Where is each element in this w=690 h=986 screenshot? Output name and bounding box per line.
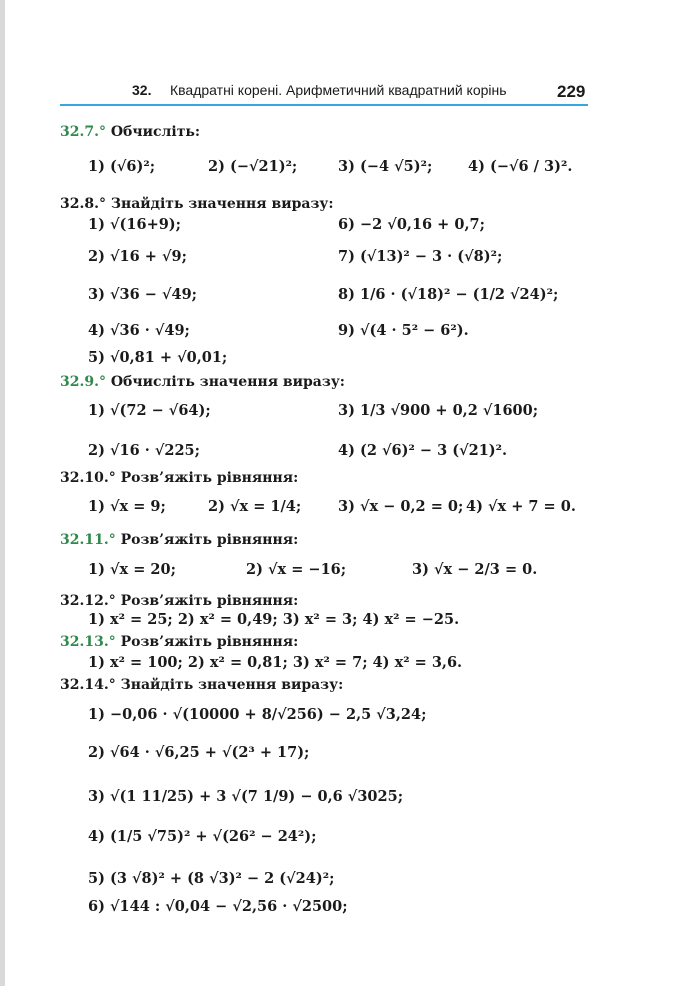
exercise-item: 3) √36 − √49; <box>88 286 198 303</box>
exercise-item: 3) √x − 0,2 = 0; <box>338 498 464 515</box>
exercise-item: 1) √x = 9; <box>88 498 166 515</box>
exercise-number: 32.7.° <box>60 124 106 140</box>
exercise-item: 3) (−4 √5)²; <box>338 158 433 175</box>
exercise-item: 5) √0,81 + √0,01; <box>88 349 228 366</box>
exercise-item: 9) √(4 · 5² − 6²). <box>338 322 469 339</box>
exercise-item: 7) (√13)² − 3 · (√8)²; <box>338 248 503 265</box>
exercise-item: 4) √x + 7 = 0. <box>466 498 576 515</box>
exercise-number: 32.12.° <box>60 593 116 609</box>
exercise-instruction: Знайдіть значення виразу: <box>120 677 344 693</box>
exercise-item: 2) (−√21)²; <box>208 158 298 175</box>
exercise-item: 3) √x − 2/3 = 0. <box>412 561 538 578</box>
exercise-item: 4) (1/5 √75)² + √(26² − 24²); <box>88 828 317 845</box>
exercise-item: 1) −0,06 · √(10000 + 8/√256) − 2,5 √3,24; <box>88 706 427 723</box>
exercise-instruction: Обчисліть значення виразу: <box>110 374 345 390</box>
exercise-item: 1) (√6)²; <box>88 158 156 175</box>
running-header <box>60 80 590 102</box>
exercise-instruction: Розв’яжіть рівняння: <box>120 634 299 650</box>
exercise-32-10-heading <box>60 470 298 486</box>
exercise-number: 32.11.° <box>60 532 116 548</box>
exercise-item: 3) √(1 11/25) + 3 √(7 1/9) − 0,6 √3025; <box>88 788 404 805</box>
exercise-32-13-heading <box>60 634 298 650</box>
exercise-item: 1) √(16+9); <box>88 216 182 233</box>
exercise-instruction: Розв’яжіть рівняння: <box>120 532 299 548</box>
exercise-item: 2) √16 + √9; <box>88 248 187 265</box>
exercise-number: 32.14.° <box>60 677 116 693</box>
exercise-item: 8) 1/6 · (√18)² − (1/2 √24)²; <box>338 286 559 303</box>
exercise-item: 4) √36 · √49; <box>88 322 190 339</box>
exercise-number: 32.10.° <box>60 470 116 486</box>
exercise-32-14-heading <box>60 677 343 693</box>
exercise-item: 2) √x = 1/4; <box>208 498 302 515</box>
exercise-item: 2) √64 · √6,25 + √(2³ + 17); <box>88 744 310 761</box>
exercise-item: 1) √x = 20; <box>88 561 176 578</box>
exercise-item: 6) −2 √0,16 + 0,7; <box>338 216 485 233</box>
exercise-number: 32.13.° <box>60 634 116 650</box>
exercise-item: 6) √144 : √0,04 − √2,56 · √2500; <box>88 898 348 915</box>
exercise-32-9-heading <box>60 374 345 390</box>
exercise-item: 1) x² = 25; 2) x² = 0,49; 3) x² = 3; 4) x² = −25. <box>88 611 460 628</box>
exercise-item: 5) (3 √8)² + (8 √3)² − 2 (√24)²; <box>88 870 335 887</box>
exercise-item: 3) 1/3 √900 + 0,2 √1600; <box>338 402 539 419</box>
exercise-item: 1) √(72 − √64); <box>88 402 211 419</box>
page-edge <box>0 0 5 986</box>
exercise-32-12-heading <box>60 593 298 609</box>
exercise-number: 32.8.° <box>60 196 106 212</box>
exercise-item: 1) x² = 100; 2) x² = 0,81; 3) x² = 7; 4) x² = 3,6. <box>88 654 463 671</box>
exercise-32-7-heading <box>60 124 200 140</box>
page-number: 229 <box>557 82 586 101</box>
exercise-instruction: Знайдіть значення виразу: <box>110 196 334 212</box>
exercise-item: 2) √16 · √225; <box>88 442 200 459</box>
exercise-instruction: Розв’яжіть рівняння: <box>120 470 299 486</box>
exercise-item: 4) (2 √6)² − 3 (√21)². <box>338 442 508 459</box>
exercise-32-11-heading <box>60 532 298 548</box>
exercise-32-8-heading <box>60 196 334 212</box>
exercise-instruction: Обчисліть: <box>110 124 201 140</box>
exercise-item: 2) √x = −16; <box>246 561 347 578</box>
chapter-title: Квадратні корені. Арифметичний квадратний корінь <box>170 82 507 98</box>
chapter-number: 32. <box>132 82 152 98</box>
exercise-item: 4) (−√6 / 3)². <box>468 158 573 175</box>
exercise-number: 32.9.° <box>60 374 106 390</box>
exercise-instruction: Розв’яжіть рівняння: <box>120 593 299 609</box>
header-rule <box>60 104 588 106</box>
